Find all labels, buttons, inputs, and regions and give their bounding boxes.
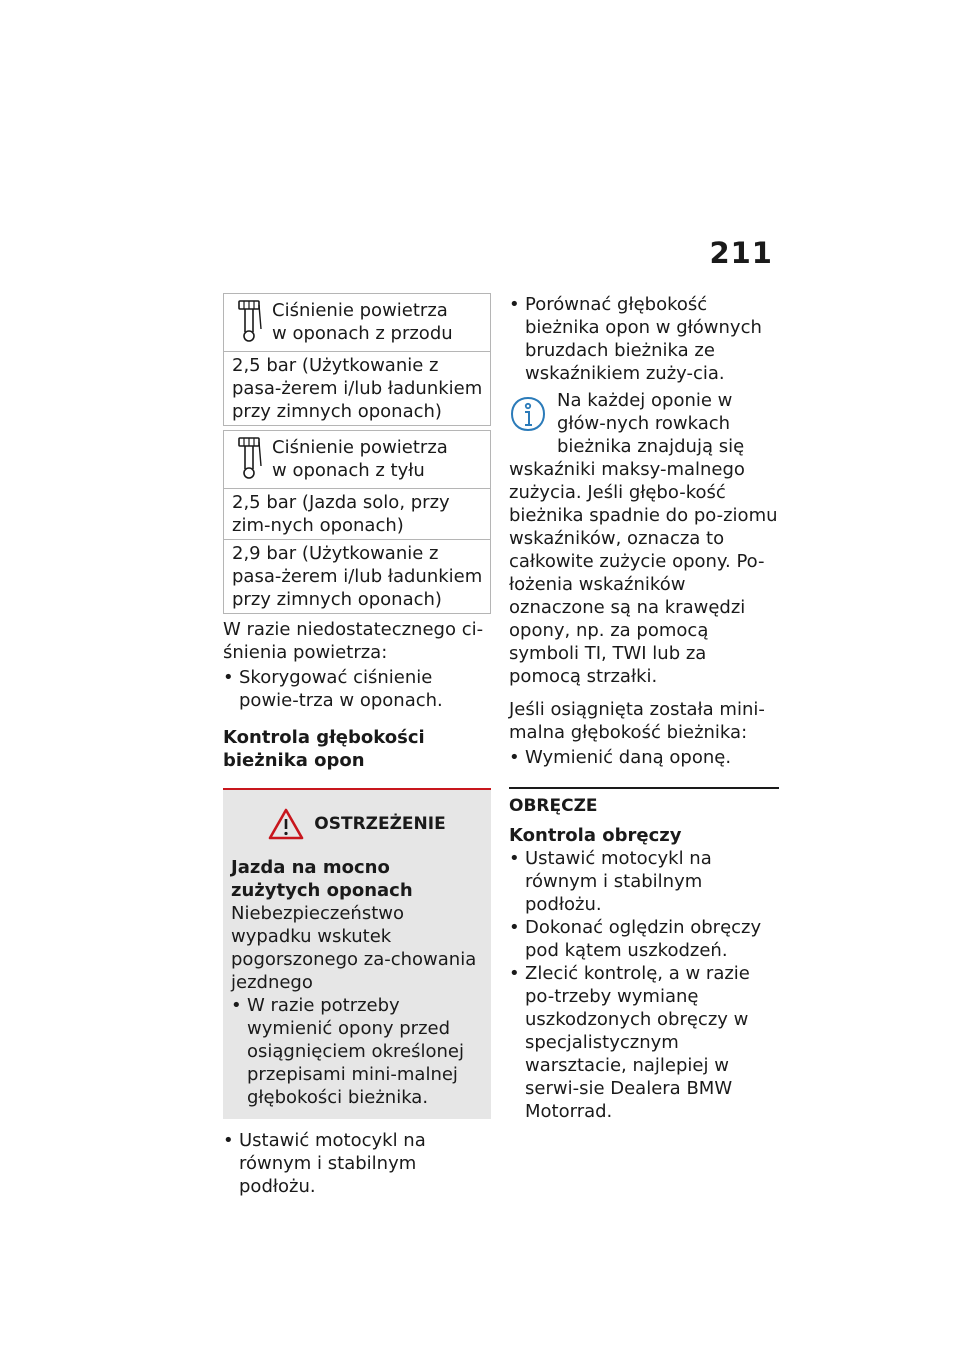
left-column [223,293,491,1198]
tread-steps-right [509,293,779,385]
warning-text: Niebezpieczeństwo wypadku wskutek pogorszonego za-chowania jezdnego [231,903,477,993]
list-item: • Wymienić daną oponę. [509,746,779,769]
list-item: • Ustawić motocykl na równym i stabilnym podłożu. [223,1129,491,1198]
tire-pressure-gauge-icon [236,299,264,343]
min-depth-steps [509,746,779,769]
warning-title-row [231,808,483,840]
front-tire-pressure-header [224,294,490,352]
list-item: • Dokonać oględzin obręczy pod kątem uszkodzeń. [509,916,779,962]
tire-pressure-gauge-icon [236,436,264,480]
info-icon [509,395,547,435]
info-text: Na każdej oponie w głów-nych rowkach bieżnika znajdują się wskaźniki maksy-malnego zużycia. Jeśli głębo-kość bieżnika spadnie do po-ziomu wskaźników, oznacza to całkowite zużycie opony. Po-łożenia wskaźników oznaczone są na krawędzi opony, np. za pomocą symboli TI, TWI lub za pomocą strzałki. [509,390,778,687]
rims-section [509,787,779,1123]
rear-tire-pressure-title: Ciśnienie powietrza w oponach z tyłu [272,437,448,481]
right-column [509,293,779,1123]
list-item: • Ustawić motocykl na równym i stabilnym podłożu. [509,847,779,916]
front-tire-pressure-title: Ciśnienie powietrza w oponach z przodu [272,300,453,344]
tread-depth-heading: Kontrola głębokości bieżnika opon [223,727,425,771]
front-tire-pressure-table [223,293,491,426]
warning-box [223,788,491,1119]
list-item: • Skorygować ciśnienie powie-trza w oponach. [223,666,491,712]
list-item: • W razie potrzeby wymienić opony przed osiągnięciem określonej przepisami mini-malnej głębokości bieżnika. [231,994,483,1109]
warning-subtitle: Jazda na mocno zużytych oponach [231,857,413,901]
rear-pressure-value-loaded: 2,9 bar (Użytkowanie z pasa-żerem i/lub ładunkiem przy zimnych oponach) [232,543,483,610]
section-title: OBRĘCZE [509,796,598,816]
rear-pressure-value-solo: 2,5 bar (Jazda solo, przy zim-nych oponach) [224,489,490,540]
low-pressure-steps [223,666,491,712]
rear-tire-pressure-header [224,431,490,489]
warning-title: OSTRZEŻENIE [314,813,446,834]
front-pressure-value: 2,5 bar (Użytkowanie z pasa-żerem i/lub ładunkiem przy zimnych oponach) [232,355,483,422]
low-pressure-intro: W razie niedostatecznego ci-śnienia powietrza: [223,619,484,663]
list-item: • Zlecić kontrolę, a w razie po-trzeby wymianę uszkodzonych obręczy w specjalistycznym warsztacie, najlepiej w serwi-sie Dealera BMW Motorrad. [509,962,779,1123]
page-number: 211 [709,236,773,270]
tread-steps-left [223,1129,491,1198]
rim-steps [509,847,779,1123]
min-depth-intro: Jeśli osiągnięta została mini-malna głębokość bieżnika: [509,699,765,743]
list-item: • Porównać głębokość bieżnika opon w głównych bruzdach bieżnika ze wskaźnikiem zuży-cia. [509,293,779,385]
warning-triangle-icon [268,808,304,840]
info-note [509,389,779,688]
rear-tire-pressure-table [223,430,491,614]
warning-steps [231,994,483,1109]
rim-check-heading: Kontrola obręczy [509,825,682,846]
